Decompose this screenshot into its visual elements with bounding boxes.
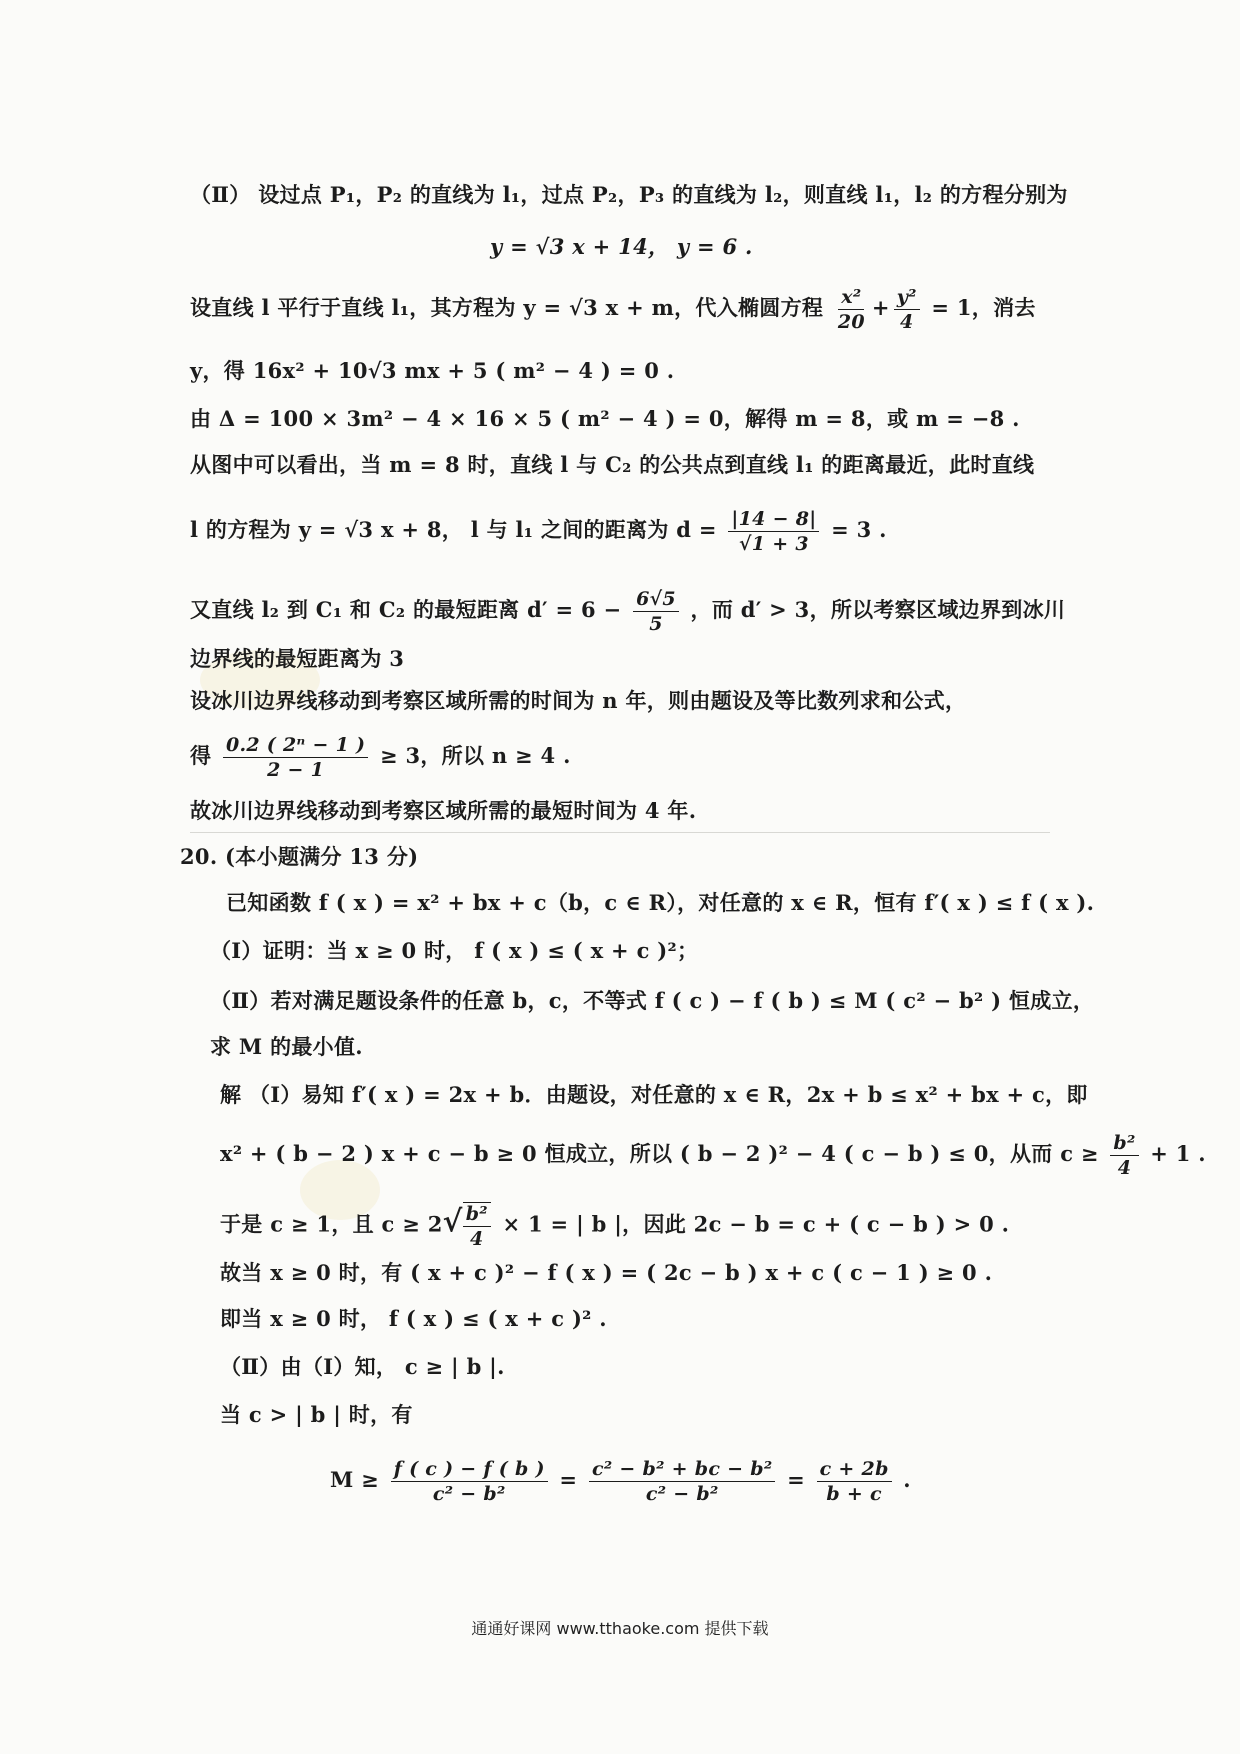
solution-step-1: 解 （Ⅰ）易知 f′( x ) = 2x + b．由题设，对任意的 x ∈ R，2x + b ≤ x² + bx + c，即 [220,1082,1088,1107]
solution-step-6: （Ⅱ）由（Ⅰ）知， c ≥ | b |. [220,1354,505,1379]
section-divider [190,832,1050,833]
solution-step-7: 当 c > | b | 时，有 [220,1402,413,1427]
problem20-statement: 已知函数 f ( x ) = x² + bx + c（b，c ∈ R），对任意的 x ∈ R，恒有 f′( x ) ≤ f ( x ). [226,890,1095,915]
m-frac-1: $\frac{f ( c ) - f ( b )}{\text{c² − b²}}$ [391,1458,548,1505]
line-l-equation: l 的方程为 y = √3 x + 8， l 与 l₁ 之间的距离为 d = $\frac{|14 - 8|}{√1 + 3}$ = 3 . [190,508,887,555]
solution-step-3: 于是 c ≥ 1，且 c ≥ 2√ $\frac{\text{b²}}{4}$ × 1 = | b |，因此 2c − b = c + ( c − b ) > 0 . [220,1203,1010,1250]
sqrt-symbol: √ [442,1204,463,1240]
m-frac-2: $\frac{\text{c² − b² + bc − b²}}{\text{c² − b²}}$ [589,1458,776,1505]
part-label: （Ⅱ） [190,182,251,207]
sqrt-frac: $\frac{\text{b²}}{4}$ [463,1202,491,1250]
solution-step-4: 故当 x ≥ 0 时，有 ( x + c )² − f ( x ) = ( 2c − b ) x + c ( c − 1 ) ≥ 0 . [220,1260,993,1285]
boundary-distance: 边界线的最短距离为 3 [190,646,405,671]
shortest-distance-line: 又直线 l₂ 到 C₁ 和 C₂ 的最短距离 d′ = 6 − $\frac{6√5}{5}$ ，而 d′ > 3，所以考察区域边界到冰川 [190,588,1066,635]
line-equations: y = √3 x + 14， y = 6 . [490,234,753,259]
distance-frac: $\frac{|14 - 8|}{√1 + 3}$ [728,508,819,555]
parallel-line-text: 设直线 l 平行于直线 l₁，其方程为 y = √3 x + m，代入椭圆方程 $\frac{\text{x²}}{20}$ + $\frac{\text{y²}}{4}$ = 1，消去 [190,286,1036,333]
b2-over-4-frac: $\frac{\text{b²}}{4}$ [1110,1132,1138,1179]
figure-observation: 从图中可以看出，当 m = 8 时，直线 l 与 C₂ 的公共点到直线 l₁ 的距离最近，此时直线 [190,452,1035,477]
problem20-part2-cont: 求 M 的最小值. [210,1034,363,1059]
time-setup: 设冰川边界线移动到考察区域所需的时间为 n 年，则由题设及等比数列求和公式， [190,688,967,713]
footer-watermark: 通通好课网 www.tthaoke.com 提供下载 [471,1619,769,1638]
solution-step-5: 即当 x ≥ 0 时， f ( x ) ≤ ( x + c )² . [220,1306,607,1331]
quadratic-equation: y，得 16x² + 10√3 mx + 5 ( m² − 4 ) = 0 . [190,358,675,383]
conclusion: 故冰川边界线移动到考察区域所需的最短时间为 4 年. [190,798,697,823]
sqrt5-frac: $\frac{6√5}{5}$ [633,588,679,635]
ellipse-frac-x: $\frac{\text{x²}}{20}$ [837,286,865,333]
geometric-sum: 得 $\frac{\text{0.2 ( 2ⁿ − 1 )}}{2 - 1}$ ≥ 3，所以 n ≥ 4 . [190,734,571,781]
delta-equation: 由 Δ = 100 × 3m² − 4 × 16 × 5 ( m² − 4 ) = 0，解得 m = 8，或 m = −8 . [190,406,1020,431]
problem20-part1: （Ⅰ）证明：当 x ≥ 0 时， f ( x ) ≤ ( x + c )²； [210,938,699,963]
ellipse-frac-y: $\frac{\text{y²}}{4}$ [894,286,920,333]
part2-intro-line [190,180,1068,210]
problem20-header: 20. (本小题满分 13 分) [180,844,419,869]
solution-step-2: x² + ( b − 2 ) x + c − b ≥ 0 恒成立，所以 ( b − 2 )² − 4 ( c − b ) ≤ 0，从而 c ≥ $\frac{\text{b²}}{4}$ + 1 . [220,1132,1206,1179]
m-inequality: M ≥ $\frac{f ( c ) - f ( b )}{\text{c² − b²}}$ = $\frac{\text{c² − b² + bc − b²}}{\text{c² − b²}}$ = $\frac{c + 2b}{b + c}$ . [330,1458,911,1505]
m-frac-3: $\frac{c + 2b}{b + c}$ [817,1458,892,1505]
sum-frac: $\frac{\text{0.2 ( 2ⁿ − 1 )}}{2 - 1}$ [223,734,368,781]
problem20-part2: （Ⅱ）若对满足题设条件的任意 b，c，不等式 f ( c ) − f ( b ) ≤ M ( c² − b² ) 恒成立， [210,988,1095,1013]
part2-intro: 设过点 P₁，P₂ 的直线为 l₁，过点 P₂，P₃ 的直线为 l₂，则直线 l₁，l₂ 的方程分别为 [258,182,1068,207]
